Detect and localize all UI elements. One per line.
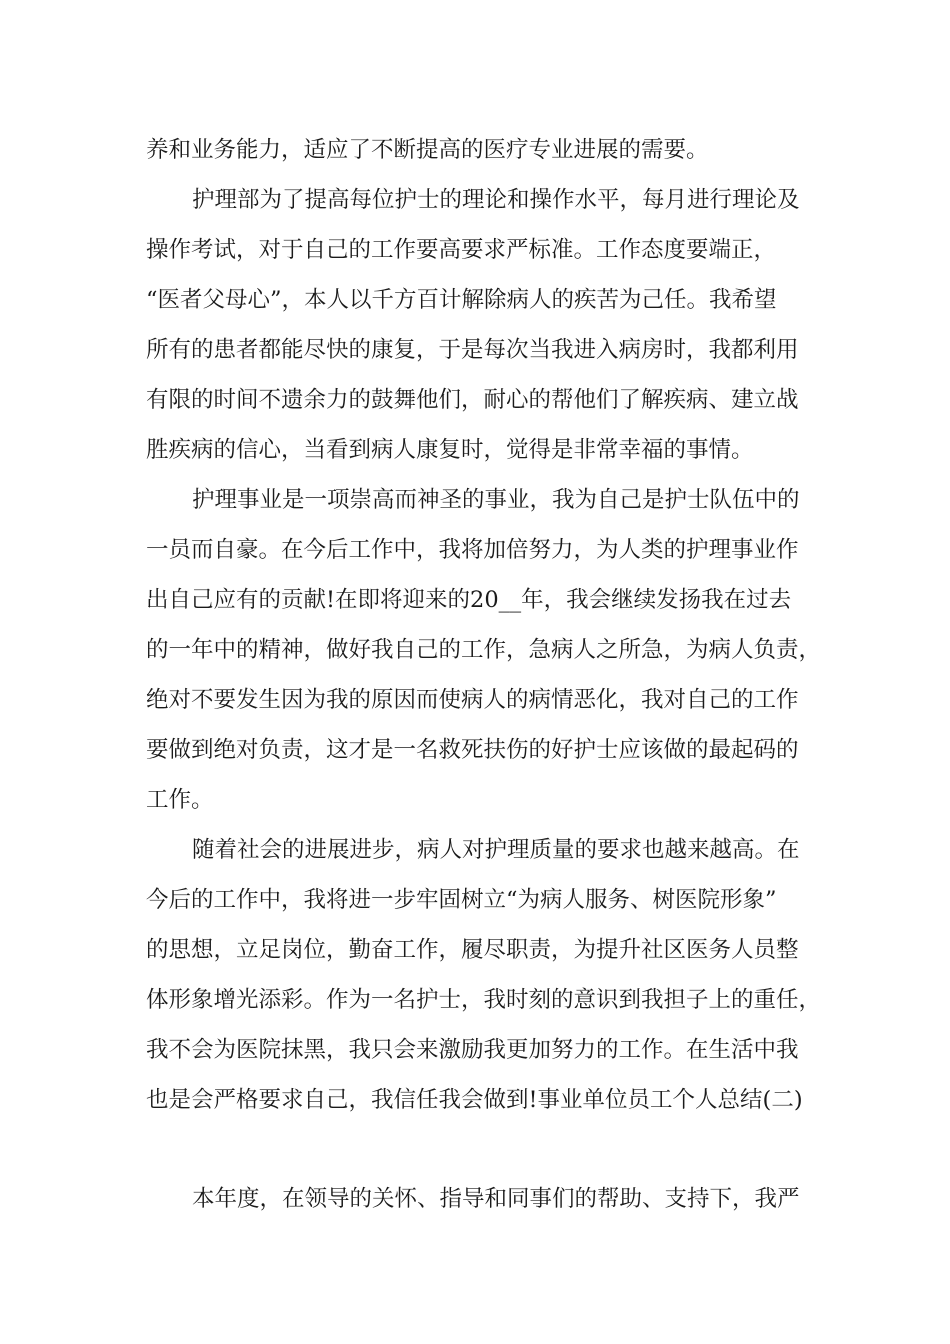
text-line: 胜疾病的信心，当看到病人康复时，觉得是非常幸福的事情。: [146, 437, 754, 463]
paragraph-start-line: 护理事业是一项崇高而神圣的事业，我为自己是护士队伍中的: [192, 487, 800, 513]
text-line: 养和业务能力，适应了不断提高的医疗专业进展的需要。: [146, 137, 709, 163]
text-line: “医者父母心”，本人以千方百计解除病人的疾苦为己任。我希望: [146, 287, 777, 313]
text-line: 绝对不要发生因为我的原因而使病人的病情恶化，我对自己的工作: [146, 687, 799, 713]
text-line: 的思想，立足岗位，勤奋工作，履尽职责，为提升社区医务人员整: [146, 937, 799, 963]
text-line: 操作考试，对于自己的工作要高要求严标准。工作态度要端正，: [146, 237, 777, 263]
paragraph-start-line: 护理部为了提高每位护士的理论和操作水平，每月进行理论及: [192, 187, 800, 213]
text-line: 工作。: [146, 787, 214, 813]
text-line: 所有的患者都能尽快的康复，于是每次当我进入病房时，我都利用: [146, 337, 799, 363]
text-line: 的一年中的精神，做好我自己的工作，急病人之所急，为病人负责，: [146, 637, 822, 663]
text-line: 也是会严格要求自己，我信任我会做到!事业单位员工个人总结(二): [146, 1087, 803, 1113]
paragraph-start-line: 随着社会的进展进步，病人对护理质量的要求也越来越高。在: [192, 837, 800, 863]
text-line: 一员而自豪。在今后工作中，我将加倍努力，为人类的护理事业作: [146, 537, 799, 563]
text-line: 有限的时间不遗余力的鼓舞他们，耐心的帮他们了解疾病、建立战: [146, 387, 799, 413]
text-line: 今后的工作中，我将进一步牢固树立“为病人服务、树医院形象”: [146, 887, 777, 913]
text-line: 体形象增光添彩。作为一名护士，我时刻的意识到我担子上的重任，: [146, 987, 822, 1013]
text-line: 要做到绝对负责，这才是一名救死扶伤的好护士应该做的最起码的: [146, 737, 799, 763]
text-line: 出自己应有的贡献!在即将迎来的20__年，我会继续发扬我在过去: [146, 587, 792, 613]
paragraph-start-line: 本年度，在领导的关怀、指导和同事们的帮助、支持下，我严: [192, 1186, 800, 1212]
text-line: 我不会为医院抹黑，我只会来激励我更加努力的工作。在生活中我: [146, 1037, 799, 1063]
